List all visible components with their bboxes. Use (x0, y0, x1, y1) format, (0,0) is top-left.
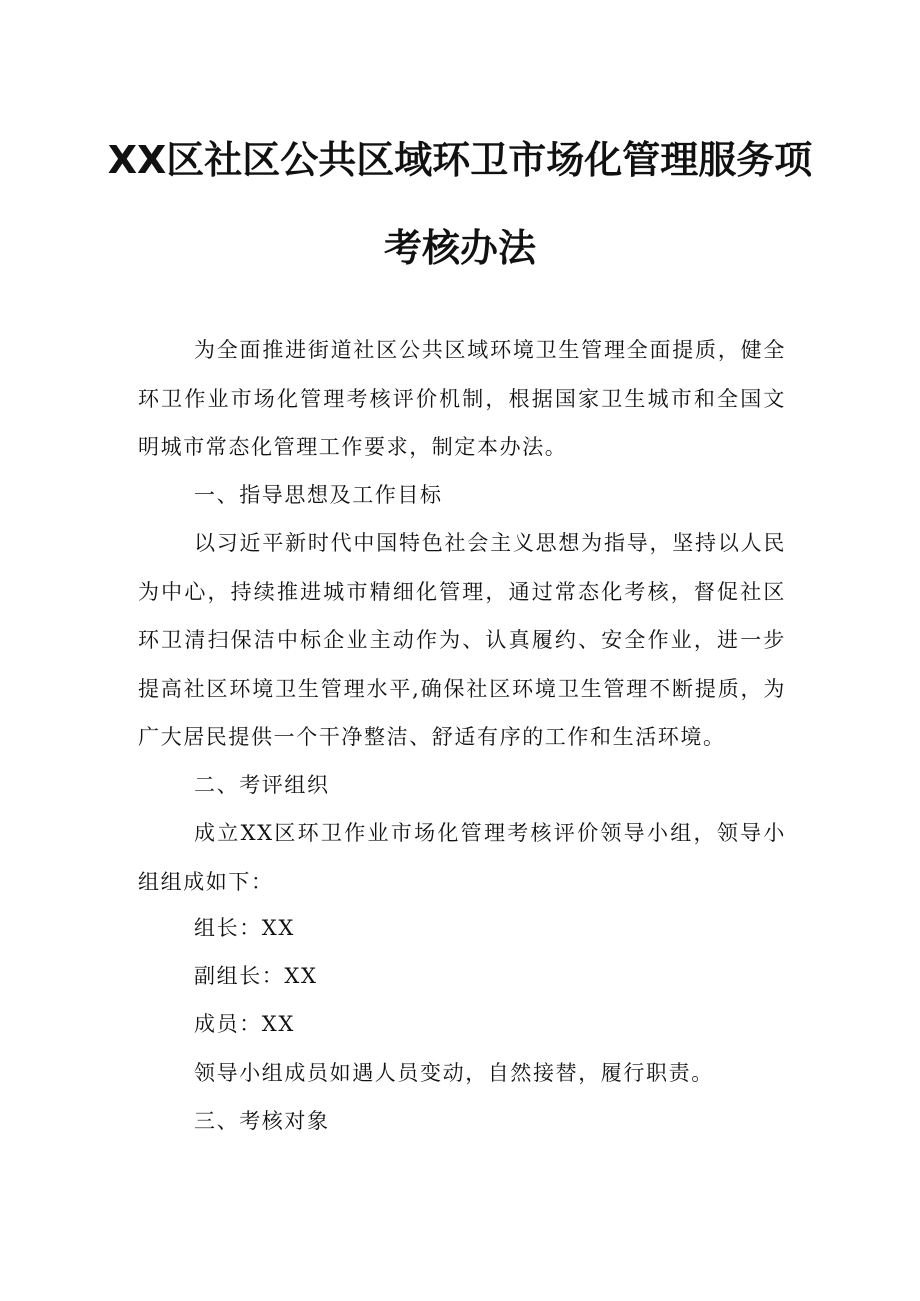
section-1-heading: 一、指导思想及工作目标 (194, 483, 443, 507)
document-title-line-2: 考核办法 (383, 226, 536, 270)
section-1-paragraph: 以习近平新时代中国特色社会主义思想为指导，坚持以人民为中心，持续推进城市精细化管理，通过常态化考核，督促社区环卫清扫保洁中标企业主动作为、认真履约、安全作业，进一步提高社区环境卫生管理水平,确保社区环境卫生管理不断提质，为广大居民提供一个干净整洁、舒适有序的工作和生活环境。 (138, 531, 786, 749)
intro-paragraph: 为全面推进街道社区公共区域环境卫生管理全面提质，健全环卫作业市场化管理考核评价机制，根据国家卫生城市和全国文明城市常态化管理工作要求，制定本办法。 (138, 338, 786, 459)
document-title-line-1: XX区社区公共区域环卫市场化管理服务项 (107, 138, 813, 182)
section-3-heading: 三、考核对象 (194, 1109, 330, 1133)
section-2-heading: 二、考评组织 (194, 773, 330, 797)
members-line: 成员：XX (194, 1012, 295, 1036)
members-note: 领导小组成员如遇人员变动，自然接替，履行职责。 (194, 1061, 714, 1085)
deputy-leader-line: 副组长：XX (194, 964, 318, 988)
leader-line: 组长：XX (194, 916, 295, 940)
section-2-paragraph: 成立XX区环卫作业市场化管理考核评价领导小组，领导小组组成如下： (138, 821, 786, 894)
